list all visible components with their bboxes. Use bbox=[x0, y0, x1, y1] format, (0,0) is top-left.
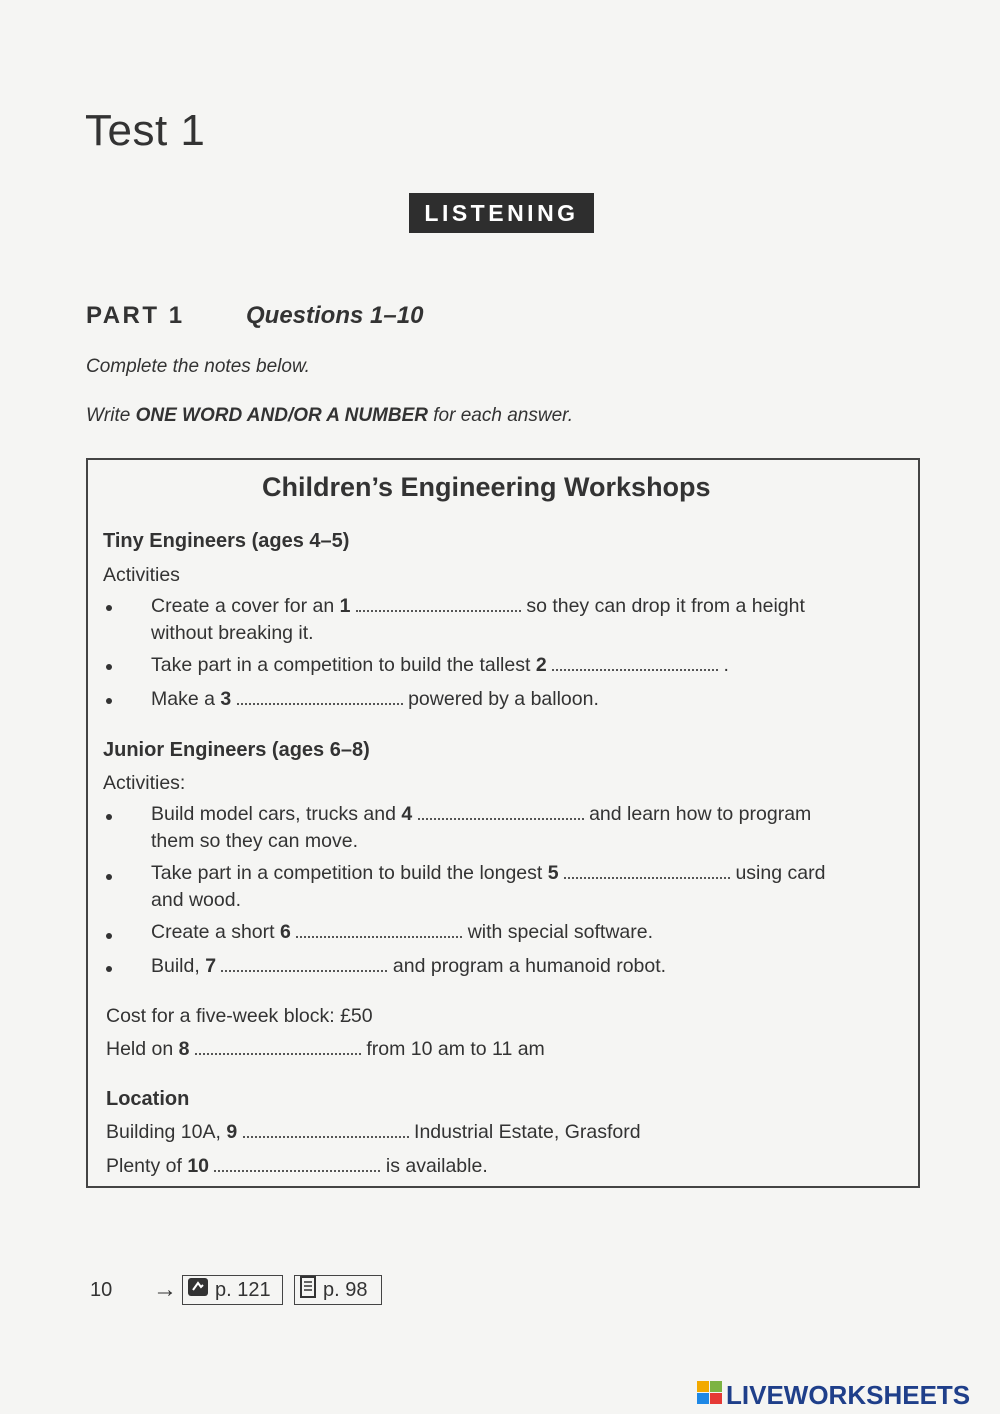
item-text: powered by a balloon. bbox=[408, 688, 599, 710]
note-item-4-cont: them so they can move. bbox=[151, 830, 359, 852]
question-number: 5 bbox=[547, 862, 559, 884]
answer-gap-10[interactable] bbox=[214, 1156, 380, 1172]
item-text: Industrial Estate, Grasford bbox=[414, 1121, 641, 1143]
item-text: is available. bbox=[385, 1155, 488, 1177]
audio-script-page: p. 121 bbox=[215, 1278, 271, 1301]
item-text: Held on bbox=[106, 1038, 174, 1060]
note-item-2 bbox=[151, 654, 729, 677]
item-text: Take part in a competition to build the tallest bbox=[151, 654, 531, 676]
item-text: using card bbox=[735, 862, 826, 884]
held-line bbox=[106, 1038, 545, 1061]
answer-gap-1[interactable] bbox=[356, 596, 521, 612]
instruction-line-2 bbox=[86, 405, 573, 427]
liveworksheets-logo[interactable] bbox=[697, 1380, 970, 1411]
section-banner: LISTENING bbox=[409, 193, 594, 233]
note-item-6 bbox=[151, 921, 653, 944]
question-number: 6 bbox=[279, 921, 291, 943]
cost-line: Cost for a five-week block: £50 bbox=[106, 1005, 373, 1027]
bullet bbox=[106, 698, 112, 704]
answer-key-icon bbox=[299, 1276, 317, 1304]
answer-gap-2[interactable] bbox=[552, 655, 718, 671]
bullet bbox=[106, 814, 112, 820]
test-title: Test 1 bbox=[85, 106, 206, 155]
tiny-engineers-heading: Tiny Engineers (ages 4–5) bbox=[103, 530, 350, 552]
bullet bbox=[106, 664, 112, 670]
answer-key-ref[interactable] bbox=[294, 1275, 382, 1305]
question-number: 4 bbox=[401, 803, 413, 825]
item-text: Take part in a competition to build the longest bbox=[151, 862, 543, 884]
question-number: 2 bbox=[535, 654, 547, 676]
tiny-activities-label: Activities bbox=[103, 564, 180, 586]
item-text: Plenty of bbox=[106, 1155, 182, 1177]
page-number: 10 bbox=[90, 1279, 113, 1301]
answer-gap-3[interactable] bbox=[237, 689, 403, 705]
question-number: 9 bbox=[226, 1121, 238, 1143]
answer-gap-9[interactable] bbox=[243, 1122, 409, 1138]
audio-script-icon bbox=[187, 1277, 209, 1303]
instruction-line-1: Complete the notes below. bbox=[86, 356, 310, 377]
item-text: and program a humanoid robot. bbox=[392, 955, 667, 977]
liveworksheets-logo-icon bbox=[697, 1381, 723, 1410]
instruction-prefix: Write bbox=[86, 405, 131, 426]
note-item-4 bbox=[151, 803, 811, 826]
note-item-3 bbox=[151, 688, 599, 711]
answer-gap-5[interactable] bbox=[564, 863, 730, 879]
item-text: with special software. bbox=[467, 921, 654, 943]
item-text: Create a short bbox=[151, 921, 275, 943]
item-text: Building 10A, bbox=[106, 1121, 221, 1143]
bullet bbox=[106, 874, 112, 880]
audio-script-ref[interactable] bbox=[182, 1275, 283, 1305]
bullet bbox=[106, 966, 112, 972]
note-item-7 bbox=[151, 955, 666, 978]
junior-engineers-heading: Junior Engineers (ages 6–8) bbox=[103, 739, 370, 761]
item-text: so they can drop it from a height bbox=[526, 595, 805, 617]
question-number: 1 bbox=[339, 595, 351, 617]
item-text: Make a bbox=[151, 688, 215, 710]
bullet bbox=[106, 933, 112, 939]
item-text: Build model cars, trucks and bbox=[151, 803, 396, 825]
notes-title: Children’s Engineering Workshops bbox=[262, 472, 711, 502]
note-item-5 bbox=[151, 862, 825, 885]
question-number: 7 bbox=[205, 955, 217, 977]
answer-key-page: p. 98 bbox=[323, 1278, 368, 1301]
question-number: 10 bbox=[187, 1155, 210, 1177]
instruction-emphasis: ONE WORD AND/OR A NUMBER bbox=[135, 405, 428, 426]
item-text: Build, bbox=[151, 955, 200, 977]
questions-range: Questions 1–10 bbox=[246, 302, 424, 329]
item-text: and learn how to program bbox=[589, 803, 812, 825]
instruction-suffix: for each answer. bbox=[433, 405, 574, 426]
watermark-text: LIVEWORKSHEETS bbox=[726, 1380, 971, 1410]
answer-gap-6[interactable] bbox=[296, 922, 462, 938]
answer-gap-4[interactable] bbox=[418, 804, 584, 820]
junior-activities-label: Activities: bbox=[103, 772, 186, 794]
question-number: 8 bbox=[178, 1038, 190, 1060]
item-text: . bbox=[723, 654, 729, 676]
bullet bbox=[106, 605, 112, 611]
note-item-1-cont: without breaking it. bbox=[151, 622, 314, 644]
note-item-5-cont: and wood. bbox=[151, 889, 241, 911]
item-text: from 10 am to 11 am bbox=[366, 1038, 545, 1060]
part-label: PART 1 bbox=[86, 302, 185, 329]
plenty-line bbox=[106, 1155, 488, 1178]
location-heading: Location bbox=[106, 1088, 190, 1110]
item-text: Create a cover for an bbox=[151, 595, 335, 617]
arrow-icon: → bbox=[153, 1276, 177, 1303]
note-item-1 bbox=[151, 595, 805, 618]
building-line bbox=[106, 1121, 641, 1144]
answer-gap-7[interactable] bbox=[221, 956, 387, 972]
question-number: 3 bbox=[220, 688, 232, 710]
answer-gap-8[interactable] bbox=[195, 1039, 361, 1055]
